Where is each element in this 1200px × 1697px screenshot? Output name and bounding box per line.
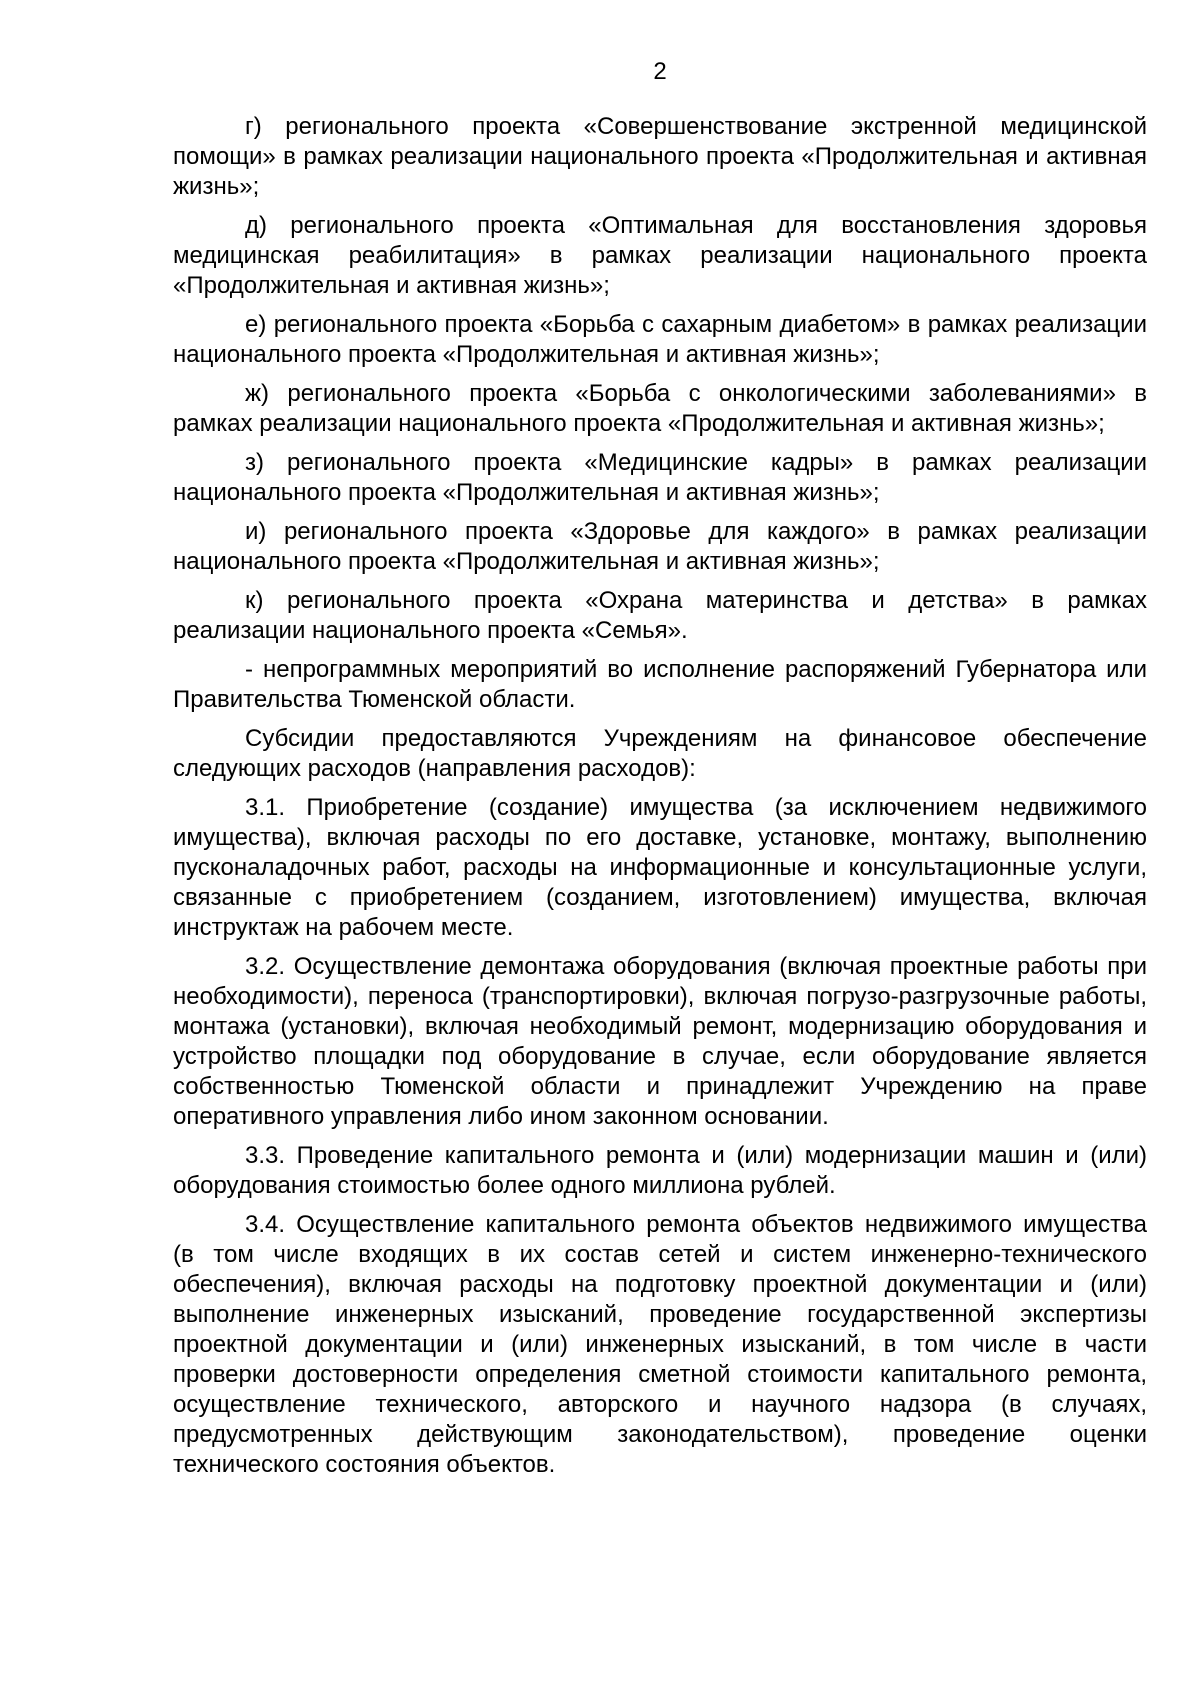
paragraph-3-2: 3.2. Осуществление демонтажа оборудования (включая проектные работы при необходимости), переноса (транспортировки), включая погрузо-разгрузочные работы, монтажа (установки), включая необходимый ремонт, модернизацию оборудования и устройство площадки под оборудование в случае, если оборудование является собственностью Тюменской области и принадлежит Учреждению на праве оперативного управления либо ином законном основании.: [173, 953, 1147, 1130]
paragraph-item-e: е) регионального проекта «Борьба с сахарным диабетом» в рамках реализации национального проекта «Продолжительная и активная жизнь»;: [173, 311, 1147, 368]
paragraph-subsidies-intro: Субсидии предоставляются Учреждениям на финансовое обеспечение следующих расходов (направления расходов):: [173, 725, 1147, 782]
paragraph-item-g: г) регионального проекта «Совершенствование экстренной медицинской помощи» в рамках реализации национального проекта «Продолжительная и активная жизнь»;: [173, 113, 1147, 200]
paragraph-3-1: 3.1. Приобретение (создание) имущества (за исключением недвижимого имущества), включая расходы по его доставке, установке, монтажу, выполнению пусконаладочных работ, расходы на информационные и консультационные услуги, связанные с приобретением (созданием, изготовлением) имущества, включая инструктаж на рабочем месте.: [173, 794, 1147, 941]
paragraph-item-i: и) регионального проекта «Здоровье для каждого» в рамках реализации национального проекта «Продолжительная и активная жизнь»;: [173, 518, 1147, 575]
paragraph-item-zh: ж) регионального проекта «Борьба с онкологическими заболеваниями» в рамках реализации национального проекта «Продолжительная и активная жизнь»;: [173, 380, 1147, 437]
paragraph-item-d: д) регионального проекта «Оптимальная для восстановления здоровья медицинская реабилитация» в рамках реализации национального проекта «Продолжительная и активная жизнь»;: [173, 212, 1147, 299]
paragraph-item-k: к) регионального проекта «Охрана материнства и детства» в рамках реализации национального проекта «Семья».: [173, 587, 1147, 644]
paragraph-nonprogram-activities: - непрограммных мероприятий во исполнение распоряжений Губернатора или Правительства Тюменской области.: [173, 656, 1147, 713]
paragraph-3-4: 3.4. Осуществление капитального ремонта объектов недвижимого имущества (в том числе входящих в их состав сетей и систем инженерно-технического обеспечения), включая расходы на подготовку проектной документации и (или) выполнение инженерных изысканий, проведение государственной экспертизы проектной документации и (или) инженерных изысканий, в том числе в части проверки достоверности определения сметной стоимости капитального ремонта, осуществление технического, авторского и научного надзора (в случаях, предусмотренных действующим законодательством), проведение оценки технического состояния объектов.: [173, 1211, 1147, 1478]
paragraph-item-z: з) регионального проекта «Медицинские кадры» в рамках реализации национального проекта «Продолжительная и активная жизнь»;: [173, 449, 1147, 506]
page-number: 2: [653, 58, 667, 85]
paragraph-3-3: 3.3. Проведение капитального ремонта и (или) модернизации машин и (или) оборудования стоимостью более одного миллиона рублей.: [173, 1142, 1147, 1199]
document-body: [173, 112, 1147, 1489]
